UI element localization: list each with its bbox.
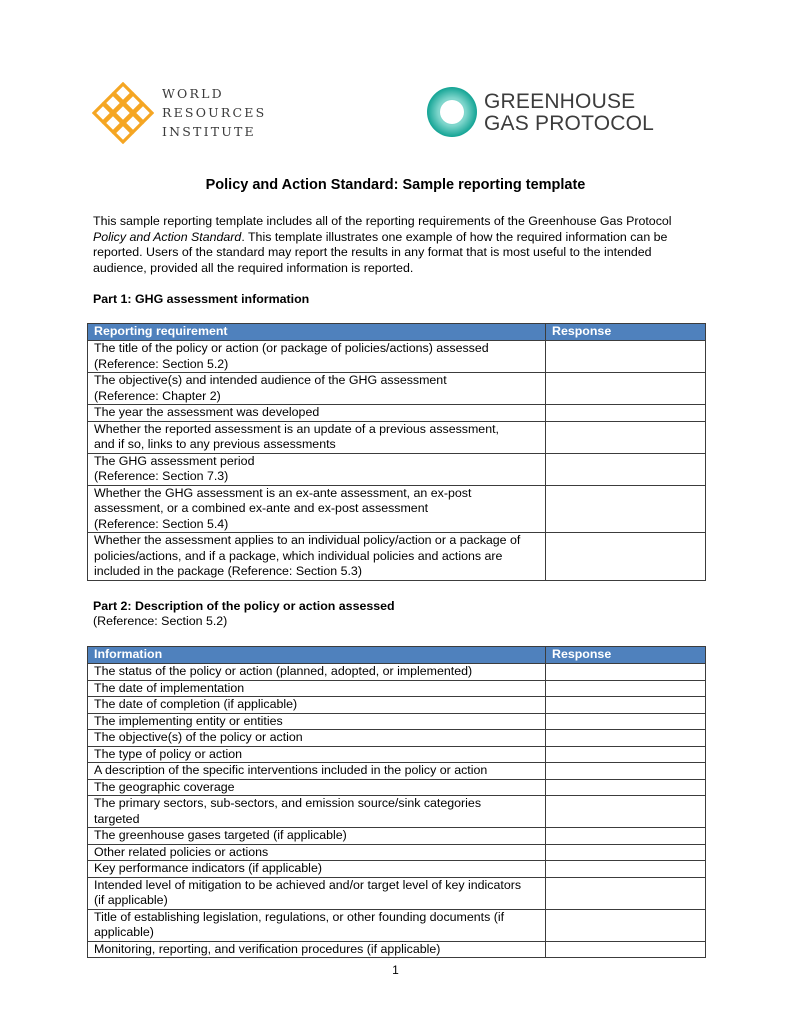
part1-header-response: Response — [546, 324, 706, 341]
part2-requirement-cell: The implementing entity or entities — [88, 713, 546, 730]
part2-response-cell[interactable] — [546, 664, 706, 681]
part2-table — [87, 646, 706, 958]
part2-heading: Part 2: Description of the policy or action assessed — [93, 599, 395, 613]
part2-requirement-cell: The objective(s) of the policy or action — [88, 730, 546, 747]
part1-requirement-cell: The year the assessment was developed — [88, 405, 546, 422]
wri-line-3: INSTITUTE — [162, 124, 256, 139]
part1-requirement-cell: Whether the reported assessment is an update of a previous assessment, and if so, links to any previous assessments — [88, 421, 546, 453]
part2-header-response: Response — [546, 647, 706, 664]
intro-text-2: . This template illustrates one example of how the required information can be reported. Users of the standard may report the results in any format that is most useful to the intended audience, provided all the required information is reported. — [93, 229, 668, 275]
wri-line-2: RESOURCES — [162, 105, 267, 120]
part1-response-cell[interactable] — [546, 373, 706, 405]
table-row — [88, 680, 706, 697]
table-row — [88, 421, 706, 453]
table-row — [88, 713, 706, 730]
intro-text-1: This sample reporting template includes all of the reporting requirements of the Greenhouse Gas Protocol — [93, 214, 672, 228]
part2-requirement-cell: The date of implementation — [88, 680, 546, 697]
part1-requirement-cell: The title of the policy or action (or package of policies/actions) assessed (Reference: Section 5.2) — [88, 341, 546, 373]
part2-requirement-cell: The primary sectors, sub-sectors, and emission source/sink categories targeted — [88, 796, 546, 828]
table-row — [88, 341, 706, 373]
part2-response-cell[interactable] — [546, 909, 706, 941]
table-row — [88, 796, 706, 828]
part2-response-cell[interactable] — [546, 861, 706, 878]
wri-line-1: WORLD — [162, 86, 224, 101]
part1-requirement-cell: Whether the GHG assessment is an ex-ante assessment, an ex-post assessment, or a combined ex-ante and ex-post assessment (Reference: Section 5.4) — [88, 485, 546, 533]
ghg-wordmark — [484, 91, 654, 135]
table-row — [88, 877, 706, 909]
table-row — [88, 844, 706, 861]
table-row — [88, 453, 706, 485]
part2-response-cell[interactable] — [546, 796, 706, 828]
table-row — [88, 779, 706, 796]
part1-response-cell[interactable] — [546, 485, 706, 533]
part1-response-cell[interactable] — [546, 421, 706, 453]
part2-requirement-cell: Other related policies or actions — [88, 844, 546, 861]
table-row — [88, 664, 706, 681]
part2-requirement-cell: Intended level of mitigation to be achieved and/or target level of key indicators (if applicable) — [88, 877, 546, 909]
part2-requirement-cell: The date of completion (if applicable) — [88, 697, 546, 714]
part2-response-cell[interactable] — [546, 779, 706, 796]
part2-response-cell[interactable] — [546, 713, 706, 730]
part2-response-cell[interactable] — [546, 844, 706, 861]
table-row — [88, 730, 706, 747]
table-row — [88, 861, 706, 878]
table-row — [88, 405, 706, 422]
part1-response-cell[interactable] — [546, 341, 706, 373]
part2-header-information: Information — [88, 647, 546, 664]
part2-response-cell[interactable] — [546, 697, 706, 714]
part1-table — [87, 323, 706, 581]
part2-requirement-cell: The status of the policy or action (planned, adopted, or implemented) — [88, 664, 546, 681]
ghg-ring-icon — [426, 86, 478, 138]
part2-response-cell[interactable] — [546, 746, 706, 763]
ghg-line-1: GREENHOUSE — [484, 90, 636, 113]
part2-requirement-cell: Monitoring, reporting, and verification procedures (if applicable) — [88, 941, 546, 958]
table-row — [88, 828, 706, 845]
table-row — [88, 373, 706, 405]
wri-lattice-icon — [92, 82, 154, 144]
part1-header-requirement: Reporting requirement — [88, 324, 546, 341]
part2-requirement-cell: The geographic coverage — [88, 779, 546, 796]
table-row — [88, 941, 706, 958]
part2-requirement-cell: A description of the specific interventions included in the policy or action — [88, 763, 546, 780]
part1-response-cell[interactable] — [546, 453, 706, 485]
part1-heading: Part 1: GHG assessment information — [93, 292, 310, 306]
part2-response-cell[interactable] — [546, 877, 706, 909]
part1-requirement-cell: The objective(s) and intended audience of the GHG assessment (Reference: Chapter 2) — [88, 373, 546, 405]
table-row — [88, 697, 706, 714]
wri-wordmark — [162, 84, 266, 141]
part2-requirement-cell: Title of establishing legislation, regulations, or other founding documents (if applicable) — [88, 909, 546, 941]
part1-response-cell[interactable] — [546, 533, 706, 581]
part2-reference: (Reference: Section 5.2) — [93, 614, 228, 628]
part2-response-cell[interactable] — [546, 680, 706, 697]
table-row — [88, 763, 706, 780]
intro-paragraph — [93, 214, 705, 276]
part1-response-cell[interactable] — [546, 405, 706, 422]
table-row — [88, 909, 706, 941]
part1-header-row — [88, 324, 706, 341]
document-title: Policy and Action Standard: Sample reporting template — [205, 177, 586, 193]
part2-response-cell[interactable] — [546, 730, 706, 747]
ghg-protocol-logo — [426, 86, 655, 142]
part1-requirement-cell: The GHG assessment period (Reference: Section 7.3) — [88, 453, 546, 485]
wri-logo — [92, 82, 292, 144]
table-row — [88, 746, 706, 763]
part2-response-cell[interactable] — [546, 941, 706, 958]
ghg-line-2: GAS PROTOCOL — [484, 112, 655, 135]
part2-requirement-cell: Key performance indicators (if applicable) — [88, 861, 546, 878]
page-number: 1 — [392, 963, 399, 977]
part1-requirement-cell: Whether the assessment applies to an individual policy/action or a package of policies/actions, and if a package, which individual policies and actions are included in the package (Reference: Section 5.3) — [88, 533, 546, 581]
table-row — [88, 533, 706, 581]
part2-response-cell[interactable] — [546, 828, 706, 845]
part2-requirement-cell: The greenhouse gases targeted (if applicable) — [88, 828, 546, 845]
table-row — [88, 485, 706, 533]
intro-italic: Policy and Action Standard — [93, 229, 242, 244]
part2-requirement-cell: The type of policy or action — [88, 746, 546, 763]
part2-response-cell[interactable] — [546, 763, 706, 780]
part2-header-row — [88, 647, 706, 664]
